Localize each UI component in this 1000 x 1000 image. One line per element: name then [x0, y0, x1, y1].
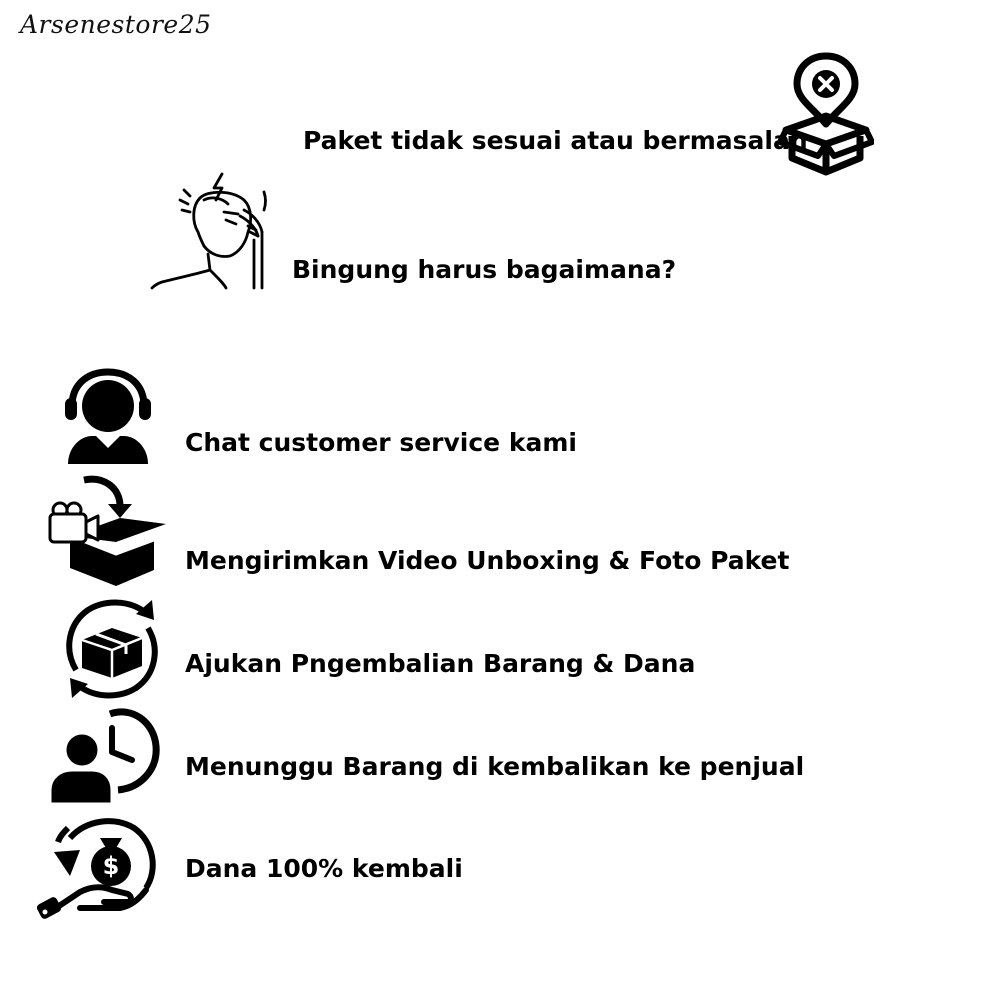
question-headline: Bingung harus bagaimana?: [292, 255, 677, 284]
waiting-user-clock-icon: [48, 706, 160, 806]
step-4-text: Menunggu Barang di kembalikan ke penjual: [185, 752, 805, 781]
step-3-text: Ajukan Pngembalian Barang & Dana: [185, 649, 696, 678]
customer-service-icon: [62, 368, 154, 466]
return-package-icon: [60, 598, 164, 700]
refund-money-icon: [36, 812, 160, 922]
brand-logo-text: Arsenestore25: [20, 10, 212, 39]
step-5-text: Dana 100% kembali: [185, 854, 463, 883]
video-package-icon: [48, 474, 168, 588]
confused-person-icon: [148, 170, 278, 292]
step-2-text: Mengirimkan Video Unboxing & Foto Paket: [185, 546, 790, 575]
step-1-text: Chat customer service kami: [185, 428, 577, 457]
problem-headline: Paket tidak sesuai atau bermasalah: [303, 126, 808, 155]
svg-text:$: $: [102, 852, 120, 880]
package-error-icon: [778, 52, 874, 176]
